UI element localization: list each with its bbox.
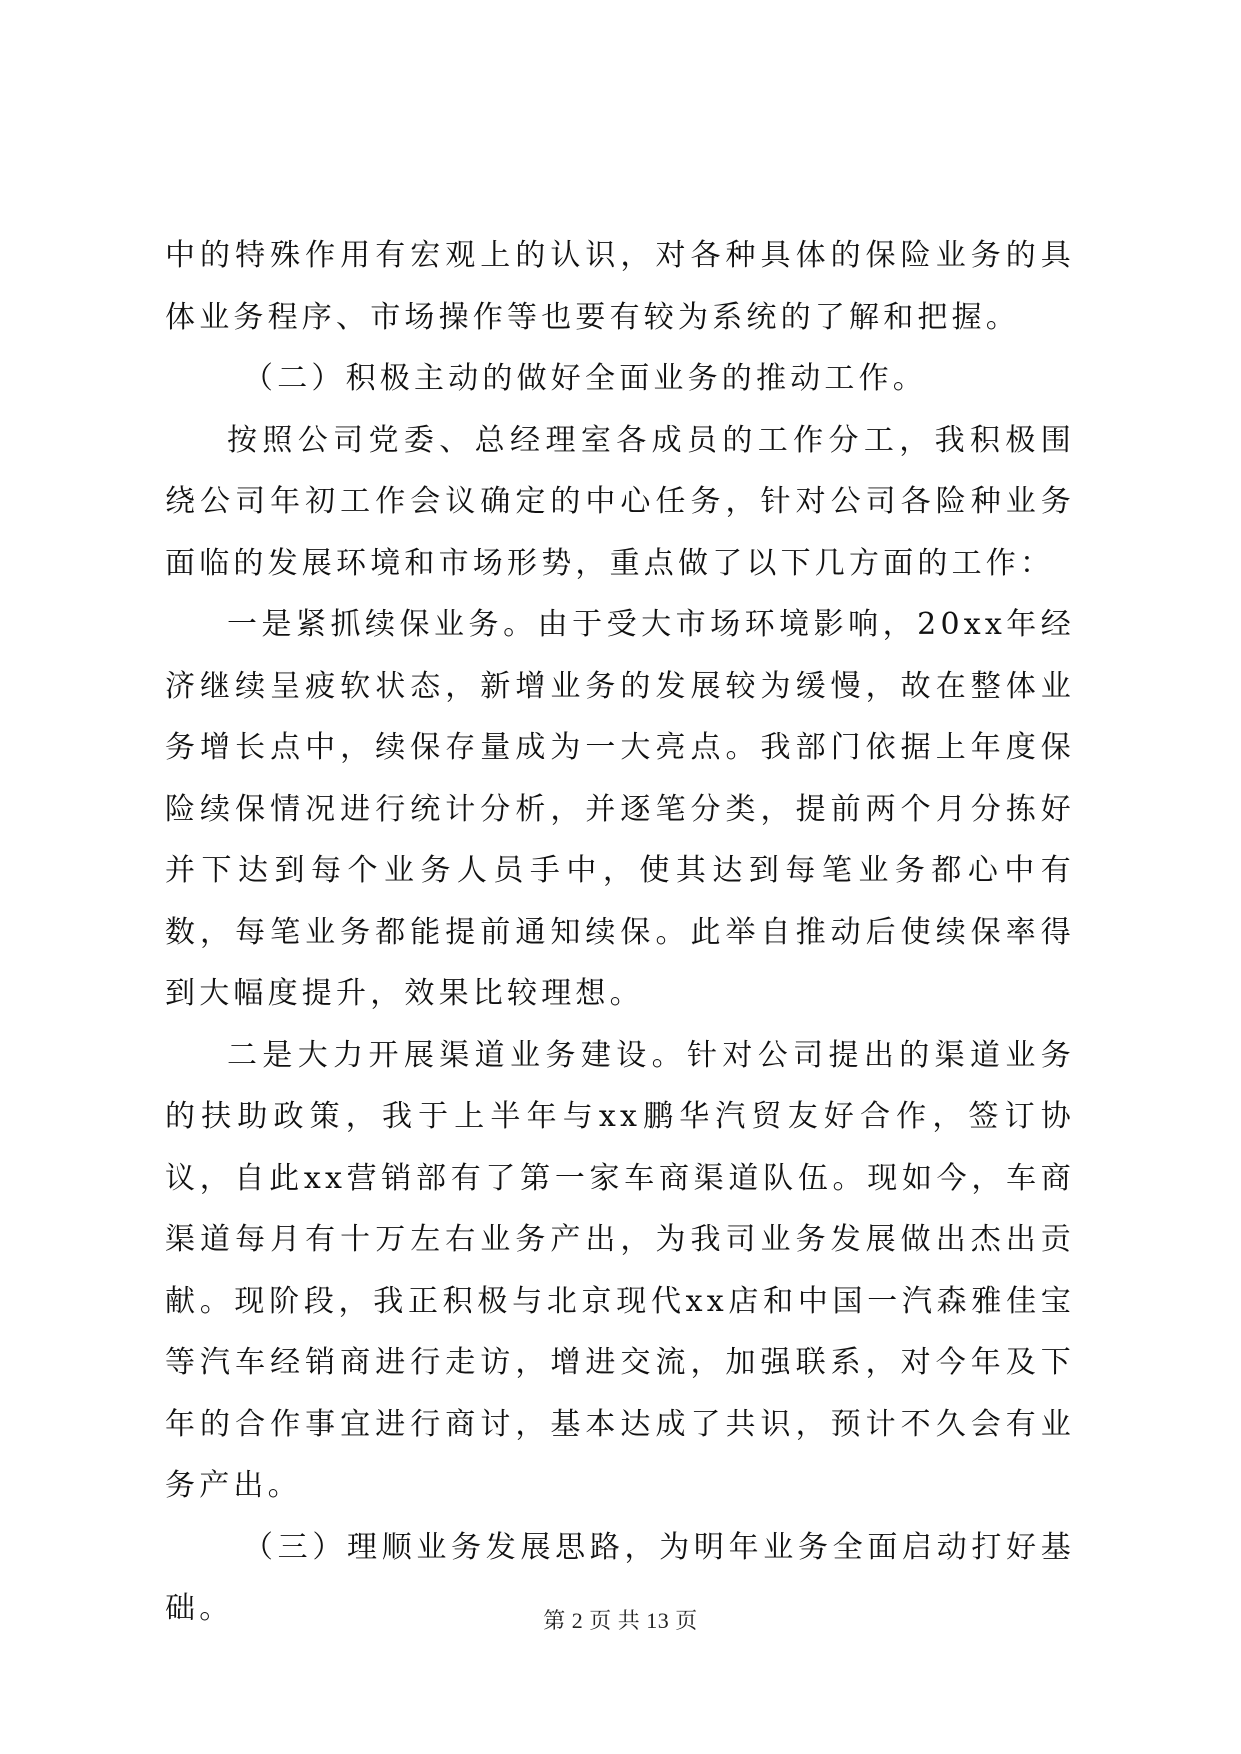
document-body [165,225,1075,1640]
paragraph-channel-business: 二是大力开展渠道业务建设。针对公司提出的渠道业务的扶助政策，我于上半年与xx鹏华汽贸友好合作，签订协议，自此xx营销部有了第一家车商渠道队伍。现如今，车商渠道每月有十万左右业务产出，为我司业务发展做出杰出贡献。现阶段，我正积极与北京现代xx店和中国一汽森雅佳宝等汽车经销商进行走访，增进交流，加强联系，对今年及下年的合作事宜进行商讨，基本达成了共识，预计不久会有业务产出。 [165,1037,1075,1503]
paragraph-work-overview: 按照公司党委、总经理室各成员的工作分工，我积极围绕公司年初工作会议确定的中心任务，针对公司各险种业务面临的发展环境和市场形势，重点做了以下几方面的工作： [165,422,1075,581]
section-heading-2: （二）积极主动的做好全面业务的推动工作。 [243,361,927,396]
paragraph-continuation: 中的特殊作用有宏观上的认识，对各种具体的保险业务的具体业务程序、市场操作等也要有较为系统的了解和把握。 [165,238,1075,335]
section-heading-3: （三）理顺业务发展思路，为明年业务全面启动打好基础。 [165,1529,1075,1626]
paragraph-renewal-business: 一是紧抓续保业务。由于受大市场环境影响，20xx年经济继续呈疲软状态，新增业务的发展较为缓慢，故在整体业务增长点中，续保存量成为一大亮点。我部门依据上年度保险续保情况进行统计分析，并逐笔分类，提前两个月分拣好并下达到每个业务人员手中，使其达到每笔业务都心中有数，每笔业务都能提前通知续保。此举自推动后使续保率得到大幅度提升，效果比较理想。 [165,607,1075,1011]
page-number-footer: 第 2 页 共 13 页 [543,1608,698,1633]
